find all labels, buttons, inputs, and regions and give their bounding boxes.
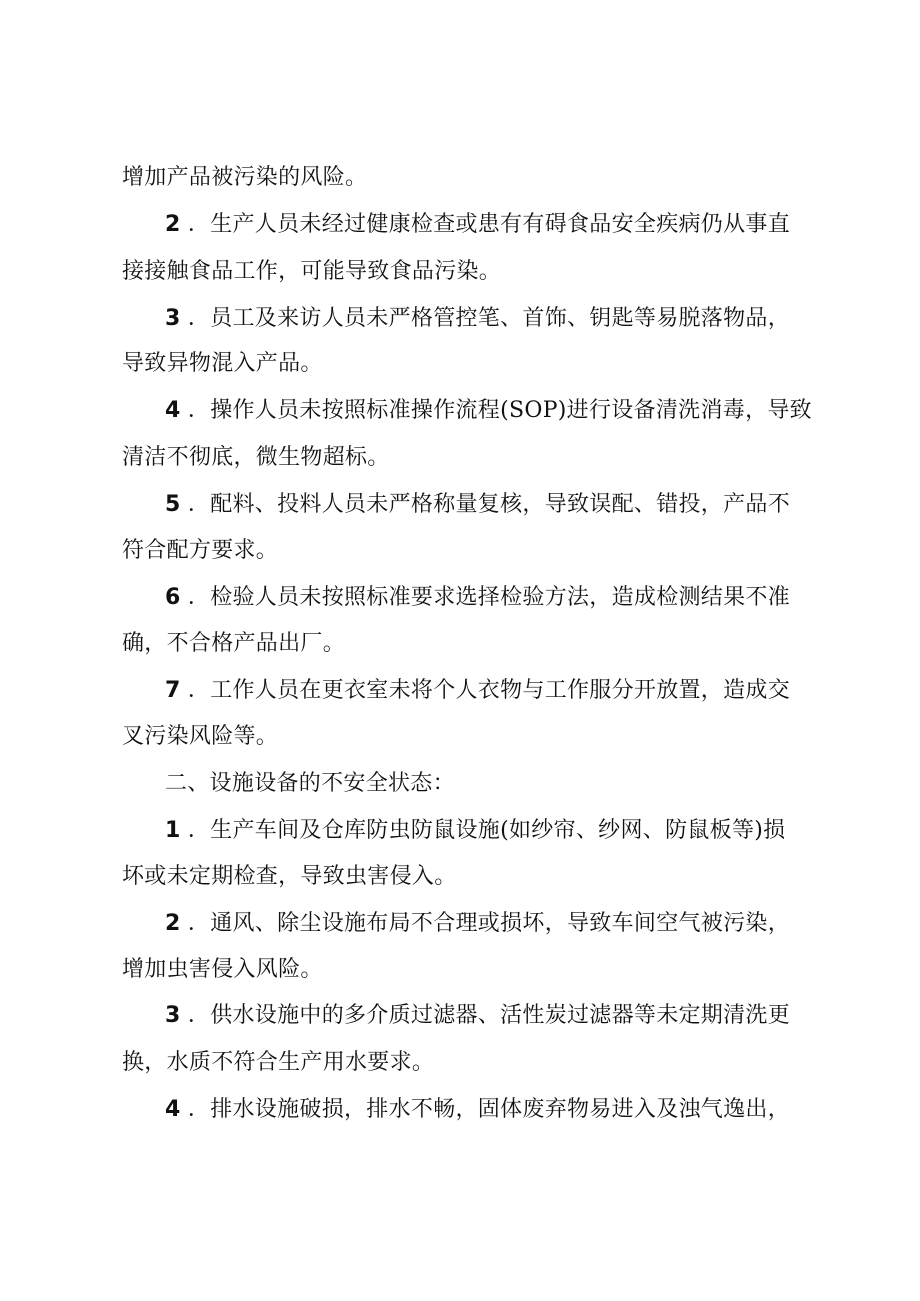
item-number: 4 <box>165 1097 181 1122</box>
item-number: 5 <box>165 492 181 517</box>
item-line-first <box>165 1095 790 1125</box>
item-line-cont: 清洁不彻底，微生物超标。 <box>122 445 390 470</box>
item-line-cont: 导致异物混入产品。 <box>122 351 323 376</box>
item-number: 2 <box>165 212 181 237</box>
item-text: ．通风、除尘设施布局不合理或损坏，导致车间空气被污染， <box>180 911 791 936</box>
item-text: ．生产车间及仓库防虫防鼠设施(如纱帘、纱网、防鼠板等)损 <box>180 818 786 843</box>
item-text: ．检验人员未按照标准要求选择检验方法，造成检测结果不准 <box>180 585 791 610</box>
item-line-cont: 符合配方要求。 <box>122 538 279 563</box>
item-line-cont: 增加虫害侵入风险。 <box>122 957 323 982</box>
item-line-first <box>165 1001 790 1031</box>
item-line-first <box>165 676 790 706</box>
item-number: 3 <box>165 306 181 331</box>
item-line-first <box>165 490 790 520</box>
intro-line: 增加产品被污染的风险。 <box>122 165 368 190</box>
item-line-first <box>165 909 790 939</box>
item-line-cont: 坏或未定期检查，导致虫害侵入。 <box>122 864 457 889</box>
item-line-first <box>165 210 790 240</box>
item-line-cont: 确，不合格产品出厂。 <box>122 631 346 656</box>
item-text: ．工作人员在更衣室未将个人衣物与工作服分开放置，造成交 <box>180 678 791 703</box>
item-line-cont: 叉污染风险等。 <box>122 724 279 749</box>
item-number: 2 <box>165 911 181 936</box>
item-number: 6 <box>165 585 181 610</box>
item-line-first <box>165 583 790 613</box>
item-text: ．排水设施破损，排水不畅，固体废弃物易进入及浊气逸出， <box>180 1097 791 1122</box>
section-heading: 二、设施设备的不安全状态： <box>165 771 455 796</box>
item-number: 3 <box>165 1003 181 1028</box>
item-text: ．员工及来访人员未严格管控笔、首饰、钥匙等易脱落物品， <box>180 306 791 331</box>
item-text: ．配料、投料人员未严格称量复核，导致误配、错投，产品不 <box>180 492 791 517</box>
item-number: 1 <box>165 818 181 843</box>
item-text: ．供水设施中的多介质过滤器、活性炭过滤器等未定期清洗更 <box>180 1003 791 1028</box>
item-text: ．操作人员未按照标准操作流程(SOP)进行设备清洗消毒，导致 <box>180 398 812 423</box>
item-number: 7 <box>165 678 181 703</box>
item-line-cont: 接接触食品工作，可能导致食品污染。 <box>122 259 502 284</box>
item-line-first <box>165 304 790 334</box>
item-line-first <box>165 816 785 846</box>
item-text: ．生产人员未经过健康检查或患有有碍食品安全疾病仍从事直 <box>180 212 791 237</box>
item-line-first <box>165 396 812 426</box>
item-line-cont: 换，水质不符合生产用水要求。 <box>122 1050 435 1075</box>
item-number: 4 <box>165 398 181 423</box>
